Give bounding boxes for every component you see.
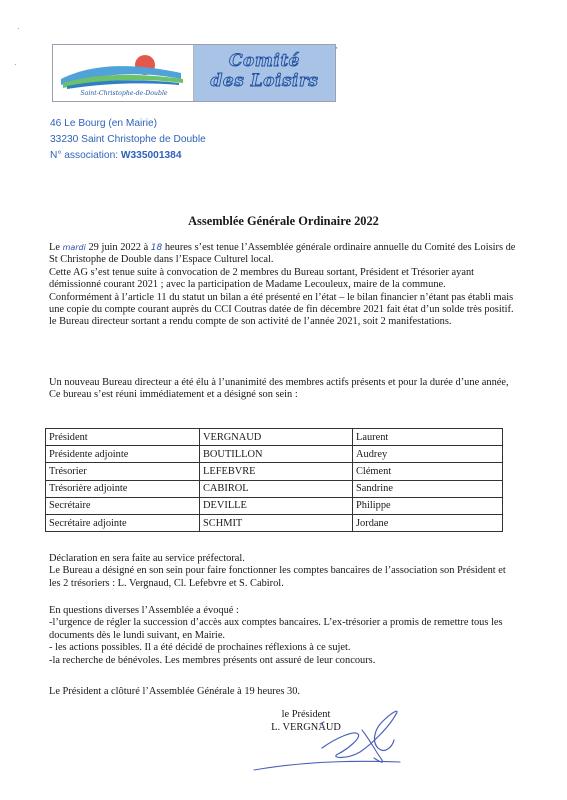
question-item: - les actions possibles. Il a été décidé de prochaines réflexions à ce sujet. — [49, 642, 351, 654]
role-cell: Président — [46, 429, 200, 446]
firstname-cell: Clément — [353, 463, 503, 480]
election-paragraph: Ce bureau s’est réuni immédiatement et a désigné son sein : — [49, 389, 298, 401]
signatory-role: le Président — [281, 709, 331, 720]
lastname-cell: BOUTILLON — [200, 446, 353, 463]
scan-mark: · — [14, 60, 17, 69]
handwritten-signature-icon — [250, 700, 420, 780]
table-row — [46, 497, 503, 514]
table-row — [46, 463, 503, 480]
association-number-line — [50, 148, 206, 164]
handwritten-day: mardi — [62, 243, 86, 252]
role-cell: Trésorier — [46, 463, 200, 480]
questions-intro: En questions diverses l’Assemblée a évoqué : — [49, 605, 239, 616]
scan-mark: · — [17, 24, 20, 33]
address-line: 33230 Saint Christophe de Double — [50, 134, 206, 145]
table-row — [46, 514, 503, 531]
role-cell: Secrétaire — [46, 497, 200, 514]
firstname-cell: Sandrine — [353, 480, 503, 497]
election-paragraph: Un nouveau Bureau directeur a été élu à l’unanimité des membres actifs présents et pour la durée d’une année, — [49, 377, 509, 388]
scan-mark: ' — [336, 46, 338, 55]
table-row — [46, 480, 503, 497]
lastname-cell: DEVILLE — [200, 497, 353, 514]
association-label: N° association: — [50, 150, 121, 161]
declaration-section — [49, 553, 519, 590]
role-cell: Secrétaire adjointe — [46, 514, 200, 531]
role-cell: Trésorière adjointe — [46, 480, 200, 497]
firstname-cell: Jordane — [353, 514, 503, 531]
committee-title-line2: des Loisirs — [210, 71, 319, 91]
firstname-cell: Philippe — [353, 497, 503, 514]
association-number: W335001384 — [120, 150, 182, 161]
handwritten-hour: 18 — [150, 243, 163, 253]
document-title: Assemblée Générale Ordinaire 2022 — [188, 214, 379, 228]
address-block — [50, 116, 206, 164]
declaration-paragraph: Le Bureau a désigné en son sein pour faire fonctionner les comptes bancaires de l’association son Président et les 2 trésoriers : L. Vergnaud, Cl. Lefebvre et S. Cabirol. — [49, 565, 506, 589]
signatory-name: L. VERGNAUD — [271, 721, 341, 733]
committee-banner — [194, 45, 335, 101]
lastname-cell: LEFEBVRE — [200, 463, 353, 480]
village-logo — [53, 45, 194, 101]
intro-paragraph: Cette AG s’est tenue suite à convocation de 2 membres du Bureau sortant, Président et Trésorier ayant démissionné courant 2021 ; avec la participation de Madame Lecouleux, maire de la commune. — [49, 266, 475, 291]
address-line: 46 Le Bourg (en Mairie) — [50, 118, 158, 129]
lastname-cell: VERGNAUD — [200, 429, 353, 446]
declaration-paragraph: Déclaration en sera faite au service préfectoral. — [49, 553, 245, 564]
firstname-cell: Laurent — [353, 429, 503, 446]
table-row — [46, 446, 503, 463]
questions-section — [49, 605, 519, 667]
lastname-cell: CABIROL — [200, 480, 353, 497]
association-logo — [52, 44, 336, 102]
village-name: Saint-Christophe-de-Double — [80, 90, 168, 97]
intro-paragraph: Le mardi 29 juin 2022 à 18 heures s’est tenue l’Assemblée générale ordinaire annuelle du Comité des Loisirs de St Christophe de Double dans l’Espace Culturel local. — [49, 242, 516, 266]
closing-section — [49, 686, 519, 698]
question-item: -l’urgence de régler la succession d’accès aux comptes bancaires. L’ex-trésorier a promis de remettre tous les documents dès le lundi suivant, en Mairie. — [49, 617, 503, 641]
role-cell: Présidente adjointe — [46, 446, 200, 463]
bureau-table — [45, 428, 503, 532]
election-section — [49, 377, 519, 402]
intro-section — [49, 242, 519, 329]
intro-paragraph: le Bureau directeur sortant a rendu compte de son activité de l’année 2021, soit 2 manifestations. — [49, 316, 452, 328]
intro-paragraph: Conformément à l’article 11 du statut un bilan a été présenté en l’état – le bilan financier n’étant pas établi mais une copie du compte courant auprès du CCI Coutras datée de fin décembre 2021 fait état d’un solde très positif. — [49, 291, 514, 316]
question-item: -la recherche de bénévoles. Les membres présents ont assuré de leur concours. — [49, 654, 376, 666]
lastname-cell: SCHMIT — [200, 514, 353, 531]
closing-paragraph: Le Président a clôturé l’Assemblée Générale à 19 heures 30. — [49, 686, 301, 697]
committee-title-line1: Comité — [229, 51, 300, 71]
table-row — [46, 429, 503, 446]
firstname-cell: Audrey — [353, 446, 503, 463]
